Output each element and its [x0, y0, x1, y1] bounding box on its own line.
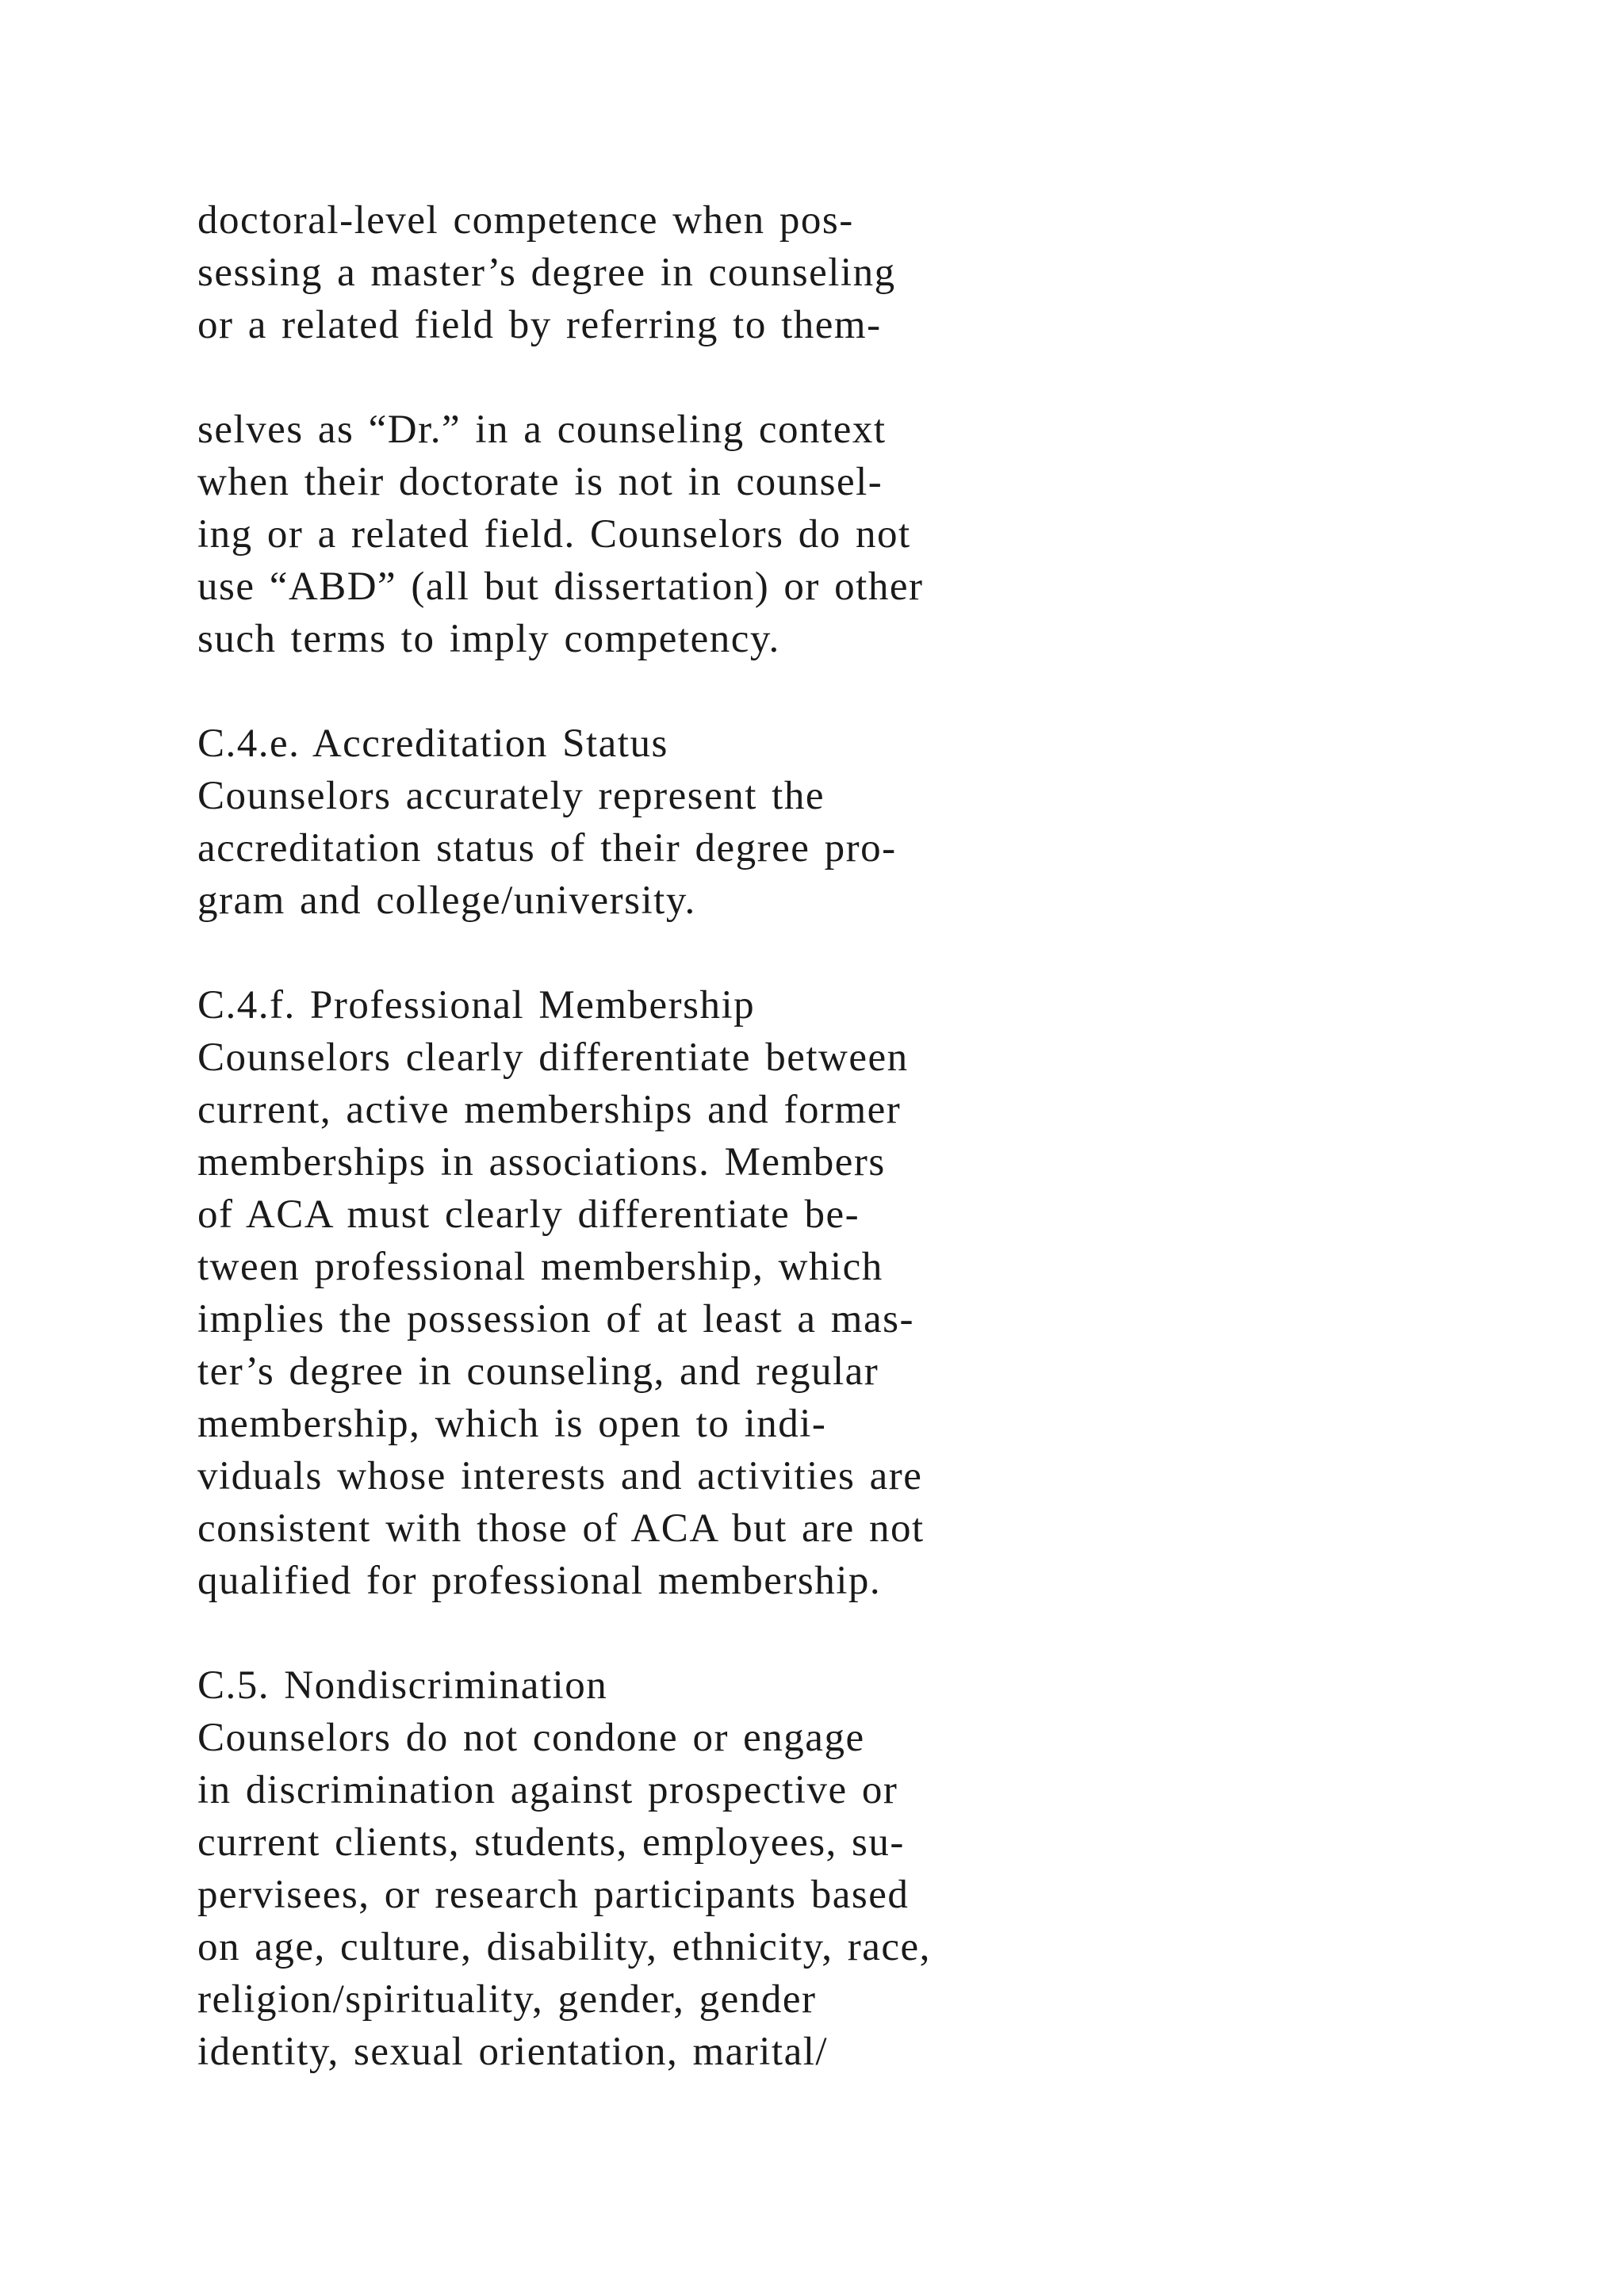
text-line: qualified for professional membership. — [197, 1559, 882, 1603]
text-line: identity, sexual orientation, marital/ — [197, 2030, 829, 2074]
text-line: Counselors clearly differentiate between — [197, 1035, 909, 1080]
text-line: Counselors accurately represent the — [197, 774, 825, 818]
text-line: or a related field by referring to them- — [197, 303, 882, 347]
text-line: current, active memberships and former — [197, 1088, 902, 1132]
text-line: consistent with those of ACA but are not — [197, 1506, 925, 1551]
text-line: doctoral-level competence when pos- — [197, 198, 854, 243]
text-line: Counselors do not condone or engage — [197, 1716, 865, 1760]
text-line: on age, culture, disability, ethnicity, race, — [197, 1925, 931, 1969]
text-line: selves as “Dr.” in a counseling context — [197, 408, 887, 452]
text-line: religion/spirituality, gender, gender — [197, 1977, 817, 2022]
paragraph-gap — [197, 1607, 1466, 1659]
text-line: pervisees, or research participants based — [197, 1873, 910, 1917]
text-line: memberships in associations. Members — [197, 1140, 886, 1184]
paragraph-gap — [197, 351, 1466, 404]
text-line: ter’s degree in counseling, and regular — [197, 1349, 879, 1394]
text-line: current clients, students, employees, su- — [197, 1820, 905, 1865]
paragraph-gap — [197, 665, 1466, 718]
text-line: when their doctorate is not in counsel- — [197, 460, 883, 504]
section-nondiscrimination — [197, 1659, 1466, 2078]
text-line: such terms to imply competency. — [197, 617, 780, 661]
section-accreditation-status — [197, 718, 1466, 927]
text-line: accreditation status of their degree pro- — [197, 826, 897, 871]
text-line: implies the possession of at least a mas- — [197, 1297, 914, 1341]
paragraph-dr-title — [197, 404, 1466, 665]
text-line: viduals whose interests and activities are — [197, 1454, 923, 1498]
text-line: membership, which is open to indi- — [197, 1402, 827, 1446]
paragraph-continuation — [197, 194, 1466, 351]
text-line: sessing a master’s degree in counseling — [197, 251, 896, 295]
text-line: tween professional membership, which — [197, 1245, 883, 1289]
text-line: in discrimination against prospective or — [197, 1768, 898, 1812]
text-line: gram and college/university. — [197, 878, 696, 923]
paragraph-gap — [197, 927, 1466, 979]
section-professional-membership — [197, 979, 1466, 1607]
text-line: use “ABD” (all but dissertation) or other — [197, 564, 924, 609]
document-body — [197, 194, 1466, 2078]
section-heading: C.4.e. Accreditation Status — [197, 721, 668, 766]
section-heading: C.5. Nondiscrimination — [197, 1663, 608, 1708]
section-heading: C.4.f. Professional Membership — [197, 983, 756, 1027]
text-line: of ACA must clearly differentiate be- — [197, 1192, 860, 1237]
text-line: ing or a related field. Counselors do not — [197, 512, 911, 557]
